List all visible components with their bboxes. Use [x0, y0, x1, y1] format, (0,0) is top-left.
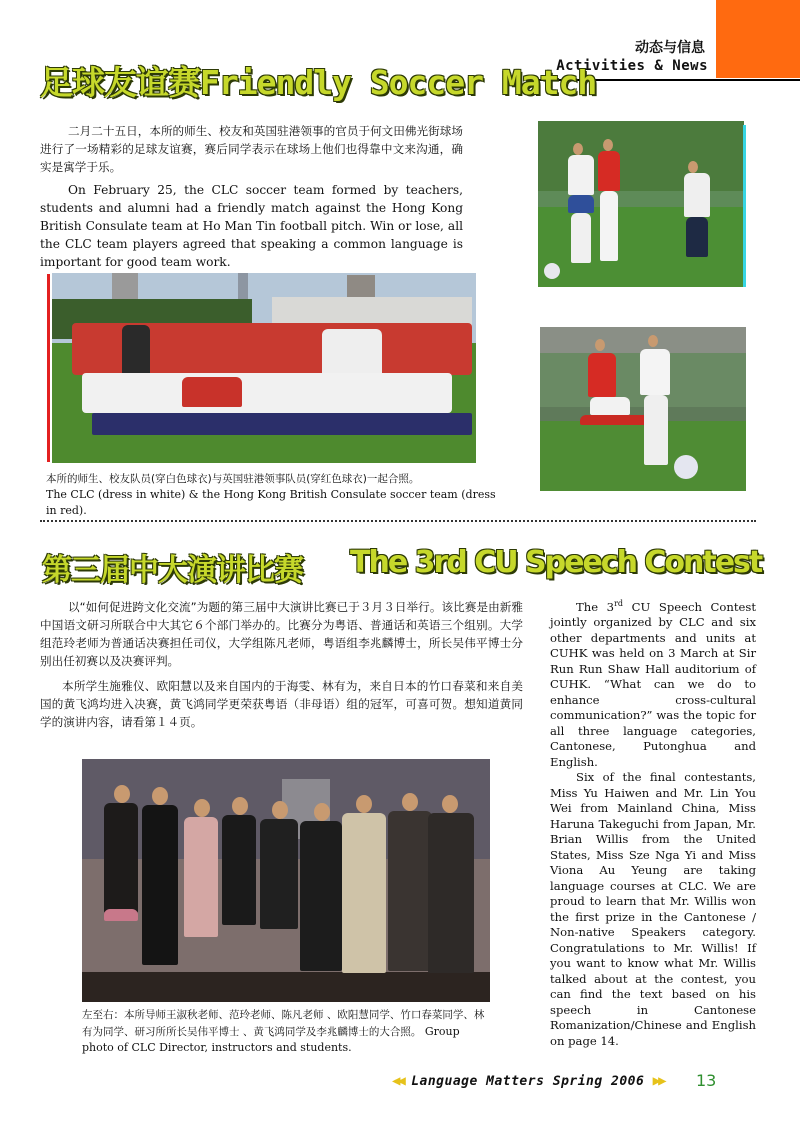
article1-title: 足球友谊赛Friendly Soccer Match: [40, 63, 597, 102]
next-arrows-icon: ▶▶: [652, 1073, 664, 1089]
article1-photo-caption: [46, 471, 506, 519]
caption-en: Group photo of CLC Director, instructors and students.: [82, 1024, 460, 1054]
article2-title-cn: 第三届中大演讲比赛: [42, 553, 303, 588]
article2-english-column: [550, 596, 756, 1049]
photo-edge-accent: [47, 274, 50, 462]
article2-en-paragraph-1: The 3rd CU Speech Contest jointly organized by CLC and six other departments and units at CUHK was held on 3 March at Sir Run Run Shaw Hall auditorium of CUHK. “What can we do to enhance cross-cultural communication?” was the topic for all three language categories, Cantonese, Putonghua and English.: [550, 599, 756, 769]
prev-arrows-icon: ◀◀: [392, 1073, 403, 1089]
footer-publication: [392, 1073, 664, 1089]
corner-accent-block: [716, 0, 800, 78]
section-label-cn: 动态与信息: [635, 40, 705, 56]
article1-paragraph-cn: 二月二十五日，本所的师生、校友和英国驻港领事的官员于何文田佛光街球场进行了一场精彩的足球友谊赛，赛后同学表示在球场上他们也得靠中文来沟通，确实是寓学于乐。: [40, 124, 463, 174]
soccer-action-photo-2: [540, 327, 746, 491]
article2-photo-caption: [82, 1007, 492, 1057]
publication-title: Language Matters Spring 2006: [411, 1074, 645, 1089]
article2-paragraph-cn-1: 以“如何促进跨文化交流”为题的第三届中大演讲比赛已于３月３日举行。该比赛是由新雅中国语文研习所联合中大其它６个部门举办的。比赛分为粤语、普通话和英语三个组别。大学组范玲老师为普通话决赛担任司仪，大学组陈凡老师，粤语组李兆麟博士，所长吴伟平博士分别出任初赛以及决赛评判。: [40, 600, 523, 668]
article1-paragraph-en: On February 25, the CLC soccer team formed by teachers, students and alumni had a friendly match against the Hong Kong British Consulate team at Ho Man Tin football pitch. Win or lose, all the CLC team players agreed that speaking a common language is important for good team work.: [40, 183, 463, 269]
soccer-team-group-photo: [52, 273, 476, 463]
article2-paragraph-cn-2: 本所学生施雅仪、欧阳慧以及来自国内的于海雯、林有为，来自日本的竹口春菜和来自美国的黄飞鸿均进入决赛，黄飞鸿同学更荣获粤语（非母语）组的冠军，可喜可贺。想知道黄同学的演讲内容，请看第１４页。: [40, 679, 523, 729]
section-label-en: Activities & News: [556, 58, 708, 74]
caption-cn: 本所的师生、校友队员(穿白色球衣)与英国驻港领事队员(穿红色球衣)一起合照。: [46, 473, 420, 485]
photo-edge-accent: [743, 125, 746, 287]
article2-en-paragraph-2: Six of the final contestants, Miss Yu Haiwen and Mr. Lin You Wei from Mainland China, Miss Haruna Takeguchi from Japan, Mr. Brian Willis from the United States, Miss Sze Nga Yi and Miss Viona Au Yeung are taking language courses at CLC. We are proud to learn that Mr. Willis won the first prize in the Cantonese / Non-native Speakers category. Congratulations to Mr. Willis! If you want to know what Mr. Willis talked about at the contest, you can find the text based on his speech in Cantonese Romanization/Chinese and English on page 14.: [550, 770, 756, 1048]
caption-en: The CLC (dress in white) & the Hong Kong British Consulate soccer team (dress in red).: [46, 488, 496, 517]
caption-cn: 左至右：本所导师王淑秋老师、范玲老师、陈凡老师 、欧阳慧同学、竹口春菜同学、林有为同学、研习所所长吴伟平博士 、黄飞鸿同学及李兆麟博士的大合照。: [82, 1009, 485, 1038]
section-divider: [40, 520, 756, 522]
soccer-action-photo-1: [538, 121, 744, 287]
page-number: 13: [696, 1071, 717, 1090]
article2-title-en: The 3rd CU Speech Contest: [350, 545, 762, 580]
speech-contest-group-photo: [82, 759, 490, 1002]
